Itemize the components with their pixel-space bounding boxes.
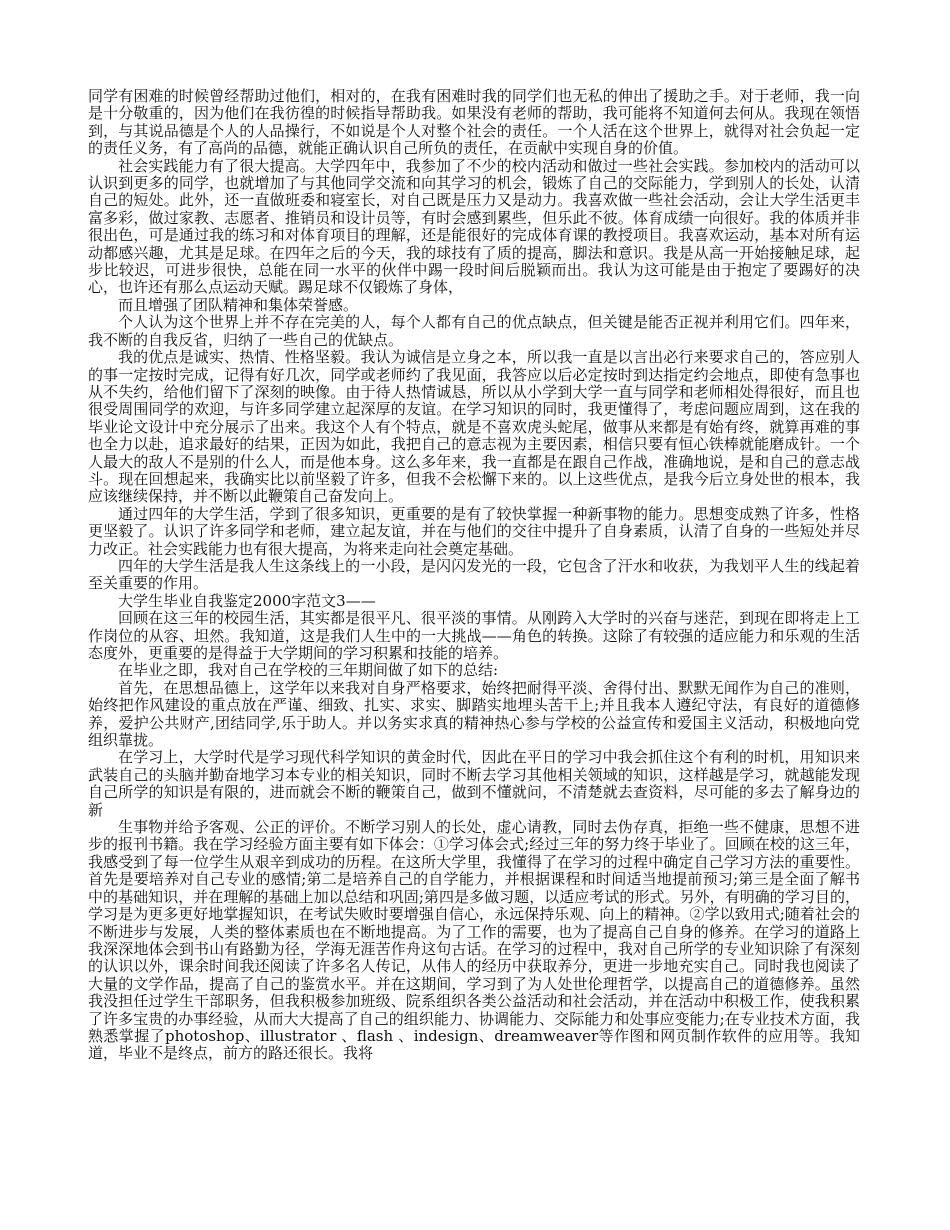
paragraph: 通过四年的大学生活，学到了很多知识，更重要的是有了较快掌握一种新事物的能力。思想变成熟了许多，性格更坚毅了。认识了许多同学和老师，建立起友谊，并在与他们的交往中提升了自身素质，认清了自身的一些短处并尽力改正。社会实践能力也有很大提高，为将来走向社会奠定基础。: [88, 504, 860, 558]
paragraph: 回顾在这三年的校园生活，其实都是很平凡、很平淡的事情。从刚跨入大学时的兴奋与迷茫，到现在即将走上工作岗位的从容、坦然。我知道，这是我们人生中的一大挑战——角色的转换。这除了有较强的适应能力和乐观的生活态度外，更重要的是得益于大学期间的学习积累和技能的培养。: [88, 609, 860, 662]
paragraph: 而且增强了团队精神和集体荣誉感。: [118, 295, 359, 314]
paragraph: 首先，在思想品德上，这学年以来我对自身严格要求，始终把耐得平淡、舍得付出、默默无闻作为自己的准则，始终把作风建设的重点放在严谨、细致、扎实、求实、脚踏实地埋头苦干上;并且我本人遵纪守法，有良好的道德修养，爱护公共财产,团结同学,乐于助人。并以务实求真的精神热心参与学校的公益宣传和爱国主义活动，积极地向党组织靠拢。: [88, 678, 860, 750]
paragraph: 我的优点是诚实、热情、性格坚毅。我认为诚信是立身之本，所以我一直是以言出必行来要求自己的，答应别人的事一定按时完成，记得有好几次，同学或老师约了我见面，我答应以后必定按时到达指定约会地点，即使有急事也从不失约，给他们留下了深刻的映像。由于待人热情诚恳，所以从小学到大学一直与同学和老师相处得很好，而且也很受周围同学的欢迎，与许多同学建立起深厚的友谊。在学习知识的同时，我更懂得了，考虑问题应周到，这在我的毕业论文设计中充分展示了出来。我这个人有个特点，就是不喜欢虎头蛇尾，做事从来都是有始有终，就算再难的事也全力以赴，追求最好的结果，正因为如此，我把自己的意志视为主要因素，相信只要有恒心铁棒就能磨成针。一个人最大的敌人不是别的什么人，而是他本身。这么多年来，我一直都是在跟自己作战，准确地说，是和自己的意志战斗。现在回想起来，我确实比以前坚毅了许多，但我不会松懈下来的。以上这些优点，是我今后立身处世的根本，我应该继续保持，并不断以此鞭策自己奋发向上。: [88, 348, 860, 506]
paragraph: 同学有困难的时候曾经帮助过他们，相对的，在我有困难时我的同学们也无私的伸出了援助之手。对于老师，我一向是十分敬重的，因为他们在我彷徨的时候指导帮助我。如果没有老师的帮助，我可能将不知道何去何从。我现在领悟到，与其说品德是个人的人品操行，不如说是个人对整个社会的责任。一个人活在这个世界上，就得对社会负起一定的责任义务，有了高尚的品德，就能正确认识自己所负的责任，在贡献中实现自身的价值。: [88, 87, 860, 158]
paragraph: 四年的大学生活是我人生这条线上的一小段，是闪闪发光的一段，它包含了汗水和收获，为我划平人生的线起着至关重要的作用。: [88, 556, 860, 593]
paragraph: 在毕业之即，我对自己在学校的三年期间做了如下的总结:: [118, 661, 499, 680]
document-body: [88, 88, 860, 1063]
paragraph: 社会实践能力有了很大提高。大学四年中，我参加了不少的校内活动和做过一些社会实践。参加校内的活动可以认识到更多的同学，也就增加了与其他同学交流和向其学习的机会，锻炼了自己的交际能力，学到别人的长处，认清自己的短处。此外，还一直做班委和寝室长，对自己既是压力又是动力。我喜欢做一些社会活动，会让大学生活更丰富多彩，做过家教、志愿者、推销员和设计员等，有时会感到累些，但乐此不彼。体育成绩一向很好。我的体质并非很出色，可是通过我的练习和对体育项目的理解，还是能很好的完成体育课的教授项目。我喜欢运动，基本对所有运动都感兴趣，尤其是足球。在四年之后的今天，我的球技有了质的提高，脚法和意识。我是从高一开始接触足球，起步比较迟，可进步很快，总能在同一水平的伙伴中踢一段时间后脱颖而出。我认为这可能是由于抱定了要踢好的决心，也许还有那么点运动天赋。踢足球不仅锻炼了身体，: [88, 156, 860, 297]
paragraph: 个人认为这个世界上并不存在完美的人，每个人都有自己的优点缺点，但关键是能否正视并利用它们。四年来，我不断的自我反省，归纳了一些自己的优缺点。: [88, 313, 860, 349]
paragraph: 生事物并给予客观、公正的评价。不断学习别人的长处，虚心请教，同时去伪存真，拒绝一些不健康，思想不进步的报刊书籍。我在学习经验方面主要有如下体会：①学习体会式;经过三年的努力终于毕业了。回顾在校的这三年，我感受到了每一位学生从艰辛到成功的历程。在这所大学里，我懂得了在学习的过程中确定自己学习方法的重要性。首先是要培养对自己专业的感情;第二是培养自己的自学能力，并根据课程和时间适当地提前预习;第三是全面了解书中的基础知识，并在理解的基础上加以总结和巩固;第四是多做习题，以适应考试的形式。另外，有明确的学习目的，学习是为更多更好地掌握知识，在考试失败时要增强自信心，永远保持乐观、向上的精神。②学以致用式;随着社会的不断进步与发展，人类的整体素质也在不断地提高。为了工作的需要，也为了提高自己自身的修养。在学习的道路上我深深地体会到书山有路勤为径，学海无涯苦作舟这句古话。在学习的过程中，我对自己所学的专业知识除了有深刻的认识以外，课余时间我还阅读了许多名人传记，从伟人的经历中获取养分，更进一步地充实自己。同时我也阅读了大量的文学作品，提高了自己的鉴赏水平。并在这期间，学习到了为人处世伦理哲学，以提高自己的道德修养。虽然我没担任过学生干部职务，但我积极参加班级、院系组织各类公益活动和社会活动，并在活动中积极工作，使我积累了许多宝贵的办事经验，从而大大提高了自己的组织能力、协调能力、交际能力和处事应变能力;在专业技术方面，我熟悉掌握了photoshop、illustrator 、flash 、indesign、dreamweaver等作图和网页制作软件的应用等。我知道，毕业不是终点，前方的路还很长。我将: [88, 818, 860, 1063]
section-heading: 大学生毕业自我鉴定2000字范文3——: [118, 591, 376, 610]
paragraph: 在学习上，大学时代是学习现代科学知识的黄金时代，因此在平日的学习中我会抓住这个有利的时机，用知识来武装自己的头脑并勤奋地学习本专业的相关知识，同时不断去学习其他相关领域的知识，这样越是学习，就越能发现自己所学的知识是有限的，进而就会不断的鞭策自己，做到不懂就问，不清楚就去查资料，尽可能的多去了解身边的新: [88, 748, 860, 819]
